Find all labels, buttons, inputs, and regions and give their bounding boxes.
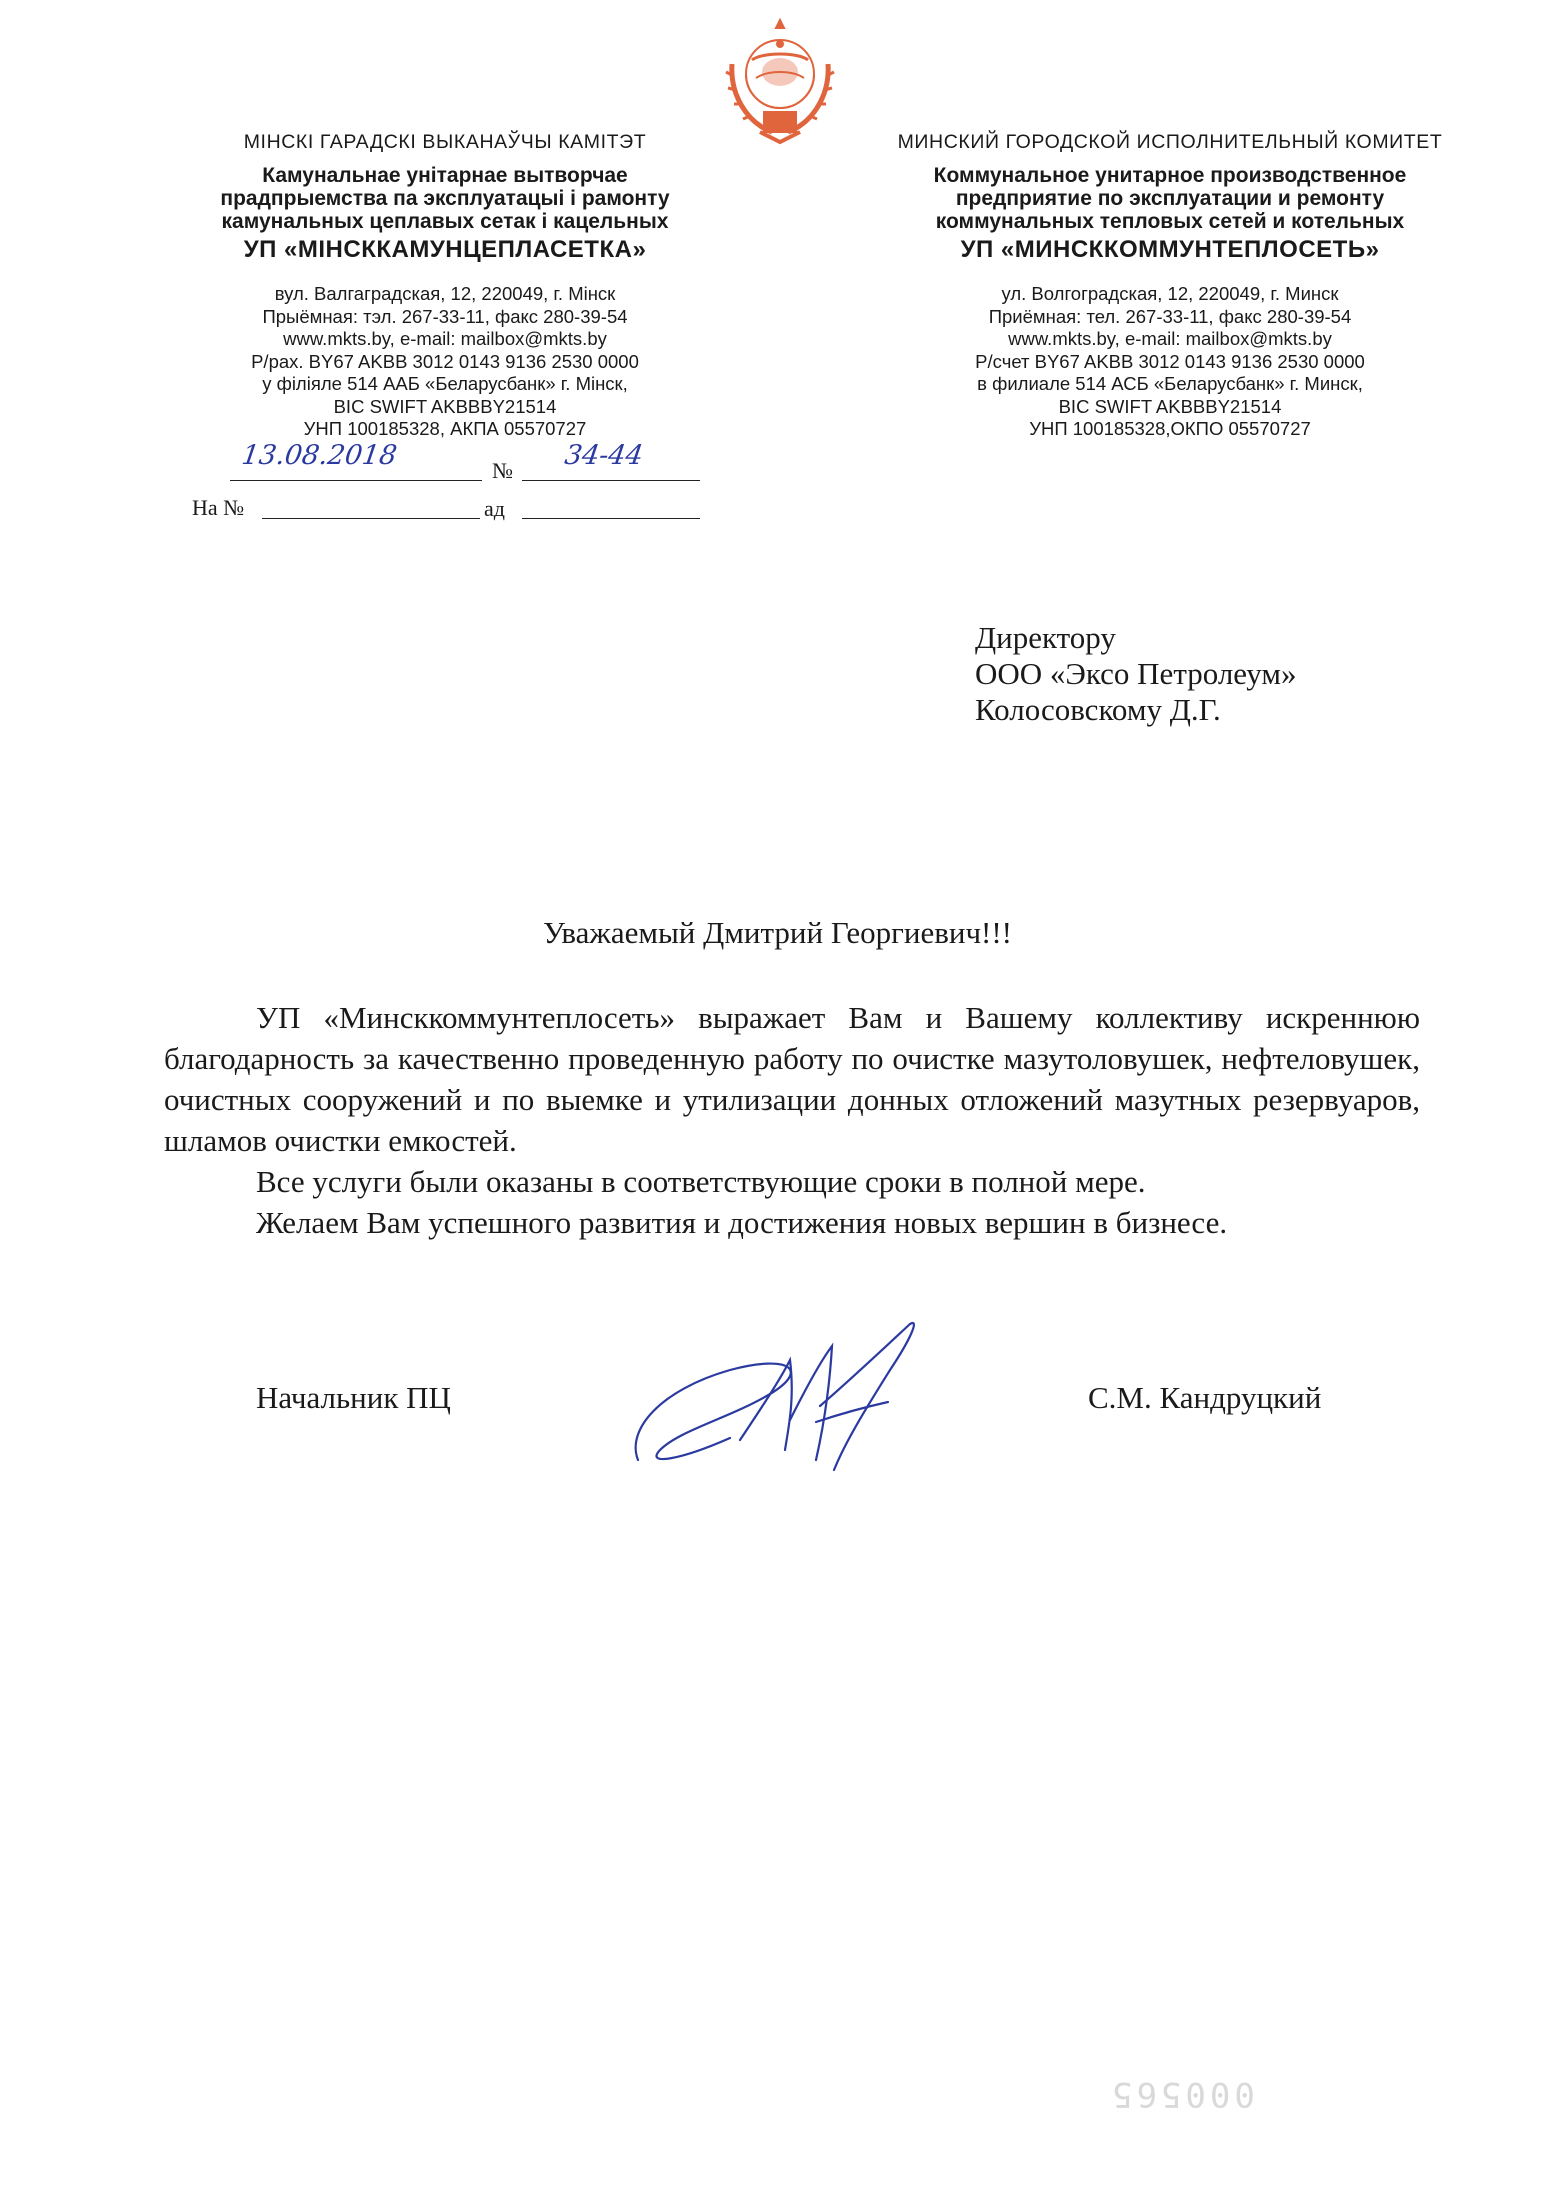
enterprise-line: Камунальнае унітарнае вытворчае bbox=[262, 164, 628, 187]
reply-label: На № bbox=[192, 495, 245, 520]
enterprise-line: Коммунальное унитарное производственное bbox=[933, 164, 1407, 187]
letter-body bbox=[164, 997, 1420, 1243]
state-emblem-icon bbox=[712, 14, 848, 150]
contact-line: УНП 100185328, АКПА 05570727 bbox=[303, 418, 587, 439]
letterhead-russian bbox=[870, 130, 1470, 441]
reply-line bbox=[262, 518, 480, 519]
contact-line: в филиале 514 АСБ «Беларусбанк» г. Минск, bbox=[977, 373, 1363, 394]
from-line bbox=[522, 518, 700, 519]
body-paragraph: Все услуги были оказаны в соответствующие сроки в полной мере. bbox=[256, 1164, 1146, 1199]
enterprise-line: предприятие по эксплуатации и ремонту bbox=[955, 187, 1385, 210]
enterprise-line: коммунальных тепловых сетей и котельных bbox=[935, 210, 1405, 233]
number-line bbox=[522, 480, 700, 481]
addressee-line: Колосовскому Д.Г. bbox=[975, 692, 1221, 727]
enterprise-abbr-by: УП «МІНСККАМУНЦЕПЛАСЕТКА» bbox=[243, 236, 647, 263]
serial-number: 000565 bbox=[1108, 2074, 1255, 2114]
contact-line: Р/рах. BY67 AKBB 3012 0143 9136 2530 0000 bbox=[251, 350, 639, 372]
signatory-name: С.М. Кандруцкий bbox=[1088, 1380, 1322, 1415]
addressee-block bbox=[975, 620, 1297, 728]
from-label: ад bbox=[484, 496, 505, 521]
salutation: Уважаемый Дмитрий Георгиевич!!! bbox=[542, 915, 1013, 950]
contact-line: BIC SWIFT AKBBBY21514 bbox=[1058, 395, 1282, 417]
ministry-name-by: МІНСКІ ГАРАДСКІ ВЫКАНАЎЧЫ КАМІТЭТ bbox=[243, 131, 647, 153]
number-handwritten: 34-44 bbox=[562, 440, 646, 471]
contact-line: www.mkts.by, e-mail: mailbox@mkts.by bbox=[1008, 328, 1332, 349]
contact-line: Приёмная: тел. 267-33-11, факс 280-39-54 bbox=[988, 305, 1352, 327]
contact-line: Р/счет BY67 AKBB 3012 0143 9136 2530 0000 bbox=[975, 350, 1365, 372]
letterhead-belarusian bbox=[175, 130, 715, 441]
body-paragraph: Желаем Вам успешного развития и достижения новых вершин в бизнесе. bbox=[256, 1205, 1228, 1240]
enterprise-abbr-ru: УП «МИНСККОММУНТЕПЛОСЕТЬ» bbox=[960, 236, 1380, 263]
addressee-line: ООО «Эксо Петролеум» bbox=[975, 656, 1297, 691]
contact-line: Прыёмная: тэл. 267-33-11, факс 280-39-54 bbox=[262, 305, 628, 327]
enterprise-line: прадпрыемства па эксплуатацыі і рамонту bbox=[220, 187, 670, 210]
enterprise-name-ru bbox=[870, 164, 1470, 233]
ministry-name-ru: МИНСКИЙ ГОРОДСКОЙ ИСПОЛНИТЕЛЬНЫЙ КОМИТЕТ bbox=[897, 131, 1443, 153]
contacts-by bbox=[175, 283, 715, 441]
date-handwritten: 13.08.2018 bbox=[239, 440, 399, 471]
handwritten-signature bbox=[620, 1310, 980, 1490]
number-label: № bbox=[492, 458, 513, 483]
addressee-line: Директору bbox=[975, 620, 1116, 655]
contact-line: BIC SWIFT AKBBBY21514 bbox=[333, 395, 557, 417]
signatory-title: Начальник ПЦ bbox=[256, 1380, 451, 1415]
enterprise-name-by bbox=[175, 164, 715, 233]
contacts-ru bbox=[870, 283, 1470, 441]
contact-line: вул. Валгаградская, 12, 220049, г. Мінск bbox=[274, 283, 616, 304]
enterprise-line: камунальных цеплавых сетак і кацельных bbox=[221, 210, 669, 233]
contact-line: УНП 100185328,ОКПО 05570727 bbox=[1029, 418, 1311, 439]
contact-line: ул. Волгоградская, 12, 220049, г. Минск bbox=[1001, 283, 1339, 304]
contact-line: www.mkts.by, e-mail: mailbox@mkts.by bbox=[283, 328, 607, 349]
body-paragraph: УП «Минсккоммунтеплосеть» выражает Вам и Вашему коллективу искреннюю благодарность за качественно проведенную работу по очистке мазутоловушек, нефтеловушек, очистных сооружений и по выемке и утилизации донных отложений мазутных резервуаров, шламов очистки емкостей. bbox=[164, 1000, 1420, 1158]
date-line bbox=[230, 480, 482, 481]
contact-line: у філіяле 514 ААБ «Беларусбанк» г. Мінск, bbox=[262, 373, 628, 394]
